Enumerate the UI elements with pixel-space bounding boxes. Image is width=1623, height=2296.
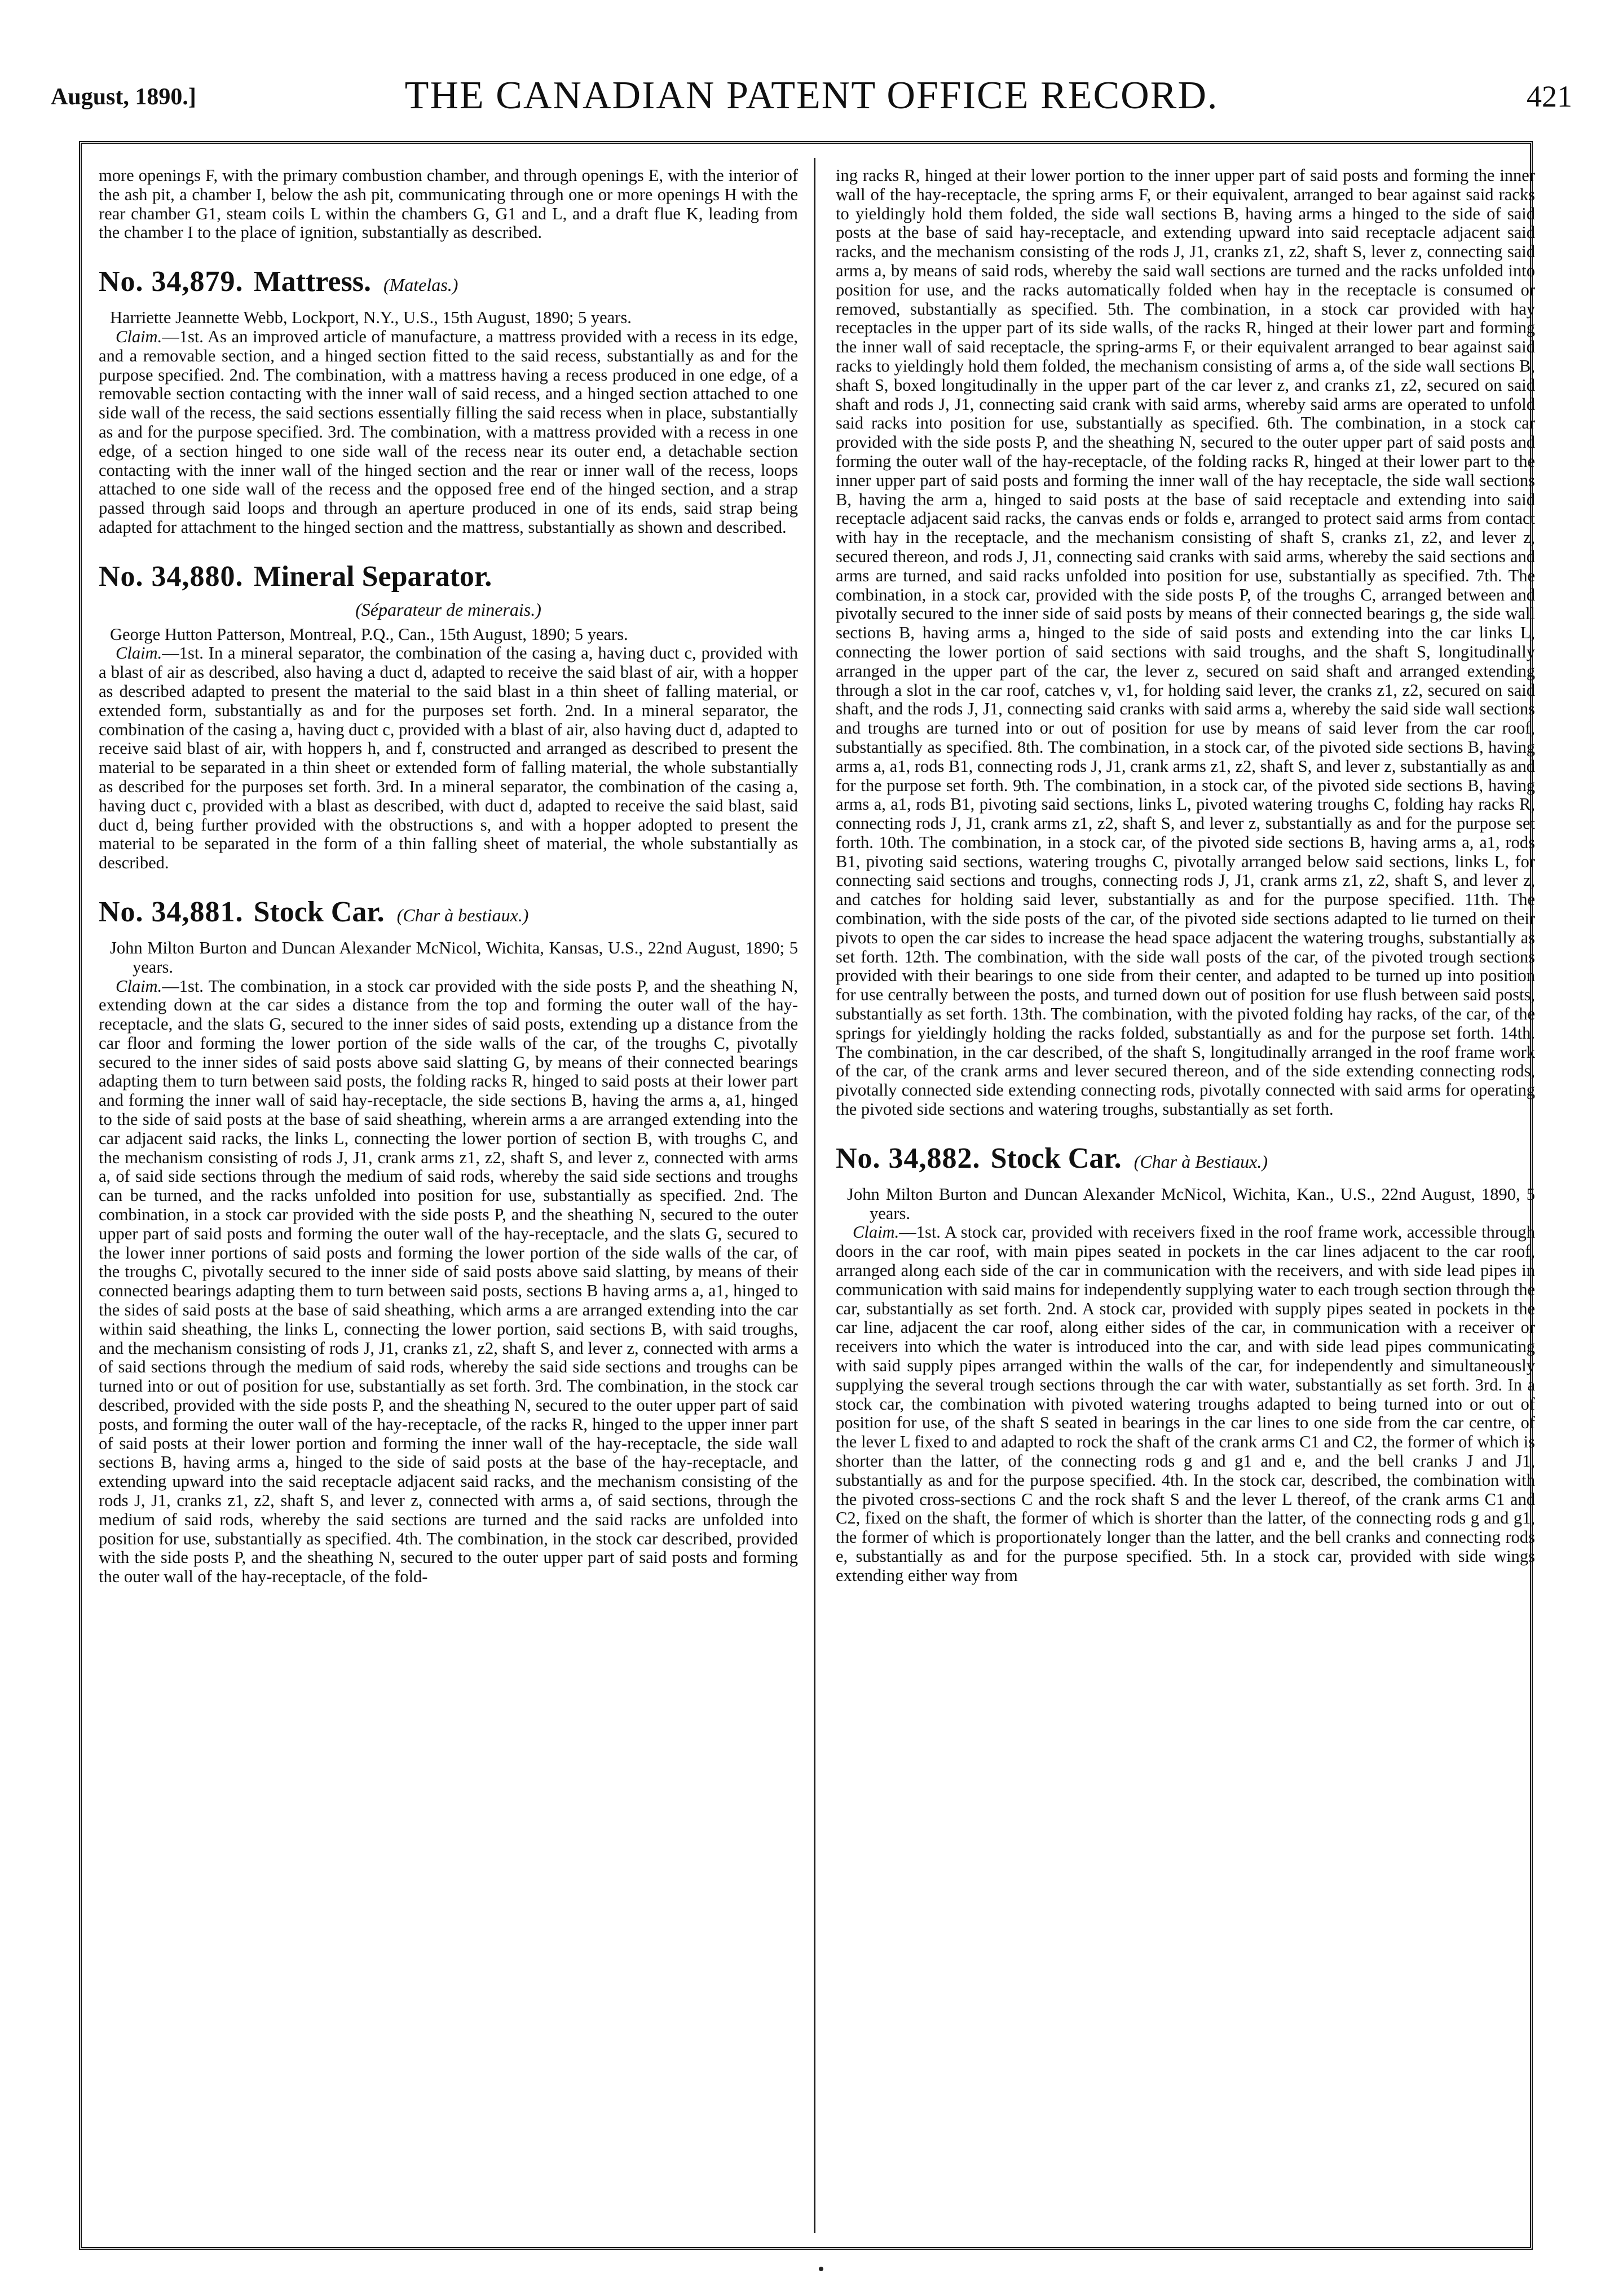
patent-entry	[99, 560, 798, 873]
issue-date: August, 1890.]	[51, 84, 196, 110]
patent-number: No. 34,879.	[99, 266, 244, 298]
patent-inventor: George Hutton Patterson, Montreal, P.Q., Can., 15th August, 1890; 5 years.	[110, 624, 628, 644]
patent-heading	[836, 1142, 1535, 1178]
continued-claim-text: more openings F, with the primary combustion chamber, and through openings E, with the interior of the ash pit, a chamber I, below the ash pit, communicating through one or more openings H with the rear chamber G1, steam coils L within the chambers G, G1 and L, and a draft flue K, leading from the chamber I to the place of ignition, substantially as described.	[99, 166, 798, 242]
claim-text: —1st. A stock car, provided with receivers fixed in the roof frame work, accessible through doors in the car roof, with main pipes seated in pockets in the car lines adjacent to the car roof, arranged along each side of the car in communication with the receivers, and with side lead pipes in communication with said mains for independently supplying water to each trough section through the car, substantially as set forth. 2nd. A stock car, provided with supply pipes seated in pockets in the car line, adjacent the car roof, along either sides of the car, in communication with a receiver or receivers into which the water is introduced into the car, and with side lead pipes communicating with said supply pipes arranged within the walls of the car, for independently and simultaneously supplying the several trough sections through the car with water, substantially as set forth. 3rd. In a stock car, the combination with pivoted watering troughs adapted to being turned into or out of position for use, of the shaft S seated in bearings in the car lines to one side from the car centre, of the lever L fixed to and adapted to rock the shaft of the crank arms C1 and C2, the former of which is shorter than the latter, of the connecting rods g and g1 and e, and the bell cranks J and J1, substantially as and for the purpose specified. 4th. In the stock car, described, the combination with the pivoted cross-sections C and the rock shaft S and the lever L thereof, of the crank arms C1 and C2, fixed on the shaft, the former of which is shorter than the latter, of the connecting rods g and g1, the former of which is proportionately longer than the latter, and the bell cranks and connecting rods e, substantially as and for the purpose specified. 5th. In a stock car, provided with side wings extending either way from	[836, 1222, 1535, 1585]
right-column	[836, 166, 1535, 2236]
patent-french-title: (Séparateur de minerais.)	[355, 599, 541, 620]
claim-text: —1st. The combination, in a stock car provided with the side posts P, and the sheathing N, extending down at the car sides a distance from the top and forming the outer wall of the hay-receptacle, and the slats G, secured to the inner sides of said posts, extending up a distance from the car floor and forming the lower portion of the side walls of the car, of the troughs C, pivotally secured to the inner sides of said posts above said slatting G, by means of their connected bearings adapting them to turn between said posts, the folding racks R, hinged to said posts at their lower part and forming the inner wall of said hay-receptacle, the side sections B, having the arms a, a1, hinged to the side of said posts at the base of said sheathing, wherein arms a are arranged extending into the car adjacent said racks, the links L, connecting the lower portion of section B, with troughs C, and the mechanism consisting of rods J, J1, crank arms z1, z2, shaft S, and lever z, connected with arms a, of said side sections through the medium of said rods, whereby the said side sections and troughs can be turned, and the racks unfolded into position for use, substantially as specified. 2nd. The combination, in a stock car provided with the side posts P, and the sheathing N, secured to the outer upper part of said posts and forming the outer wall of the hay-receptacle, and the slats G, secured to the lower inner portions of said posts and forming the lower portion of the side walls of the car, of the troughs C, pivotally secured to the inner side of said posts above said slatting, by means of their connected bearings adapting them to turn between said posts, sections B having arms a, a1, hinged to the sides of said posts at the base of said sheathing, which arms a are arranged extending into the car within said sheathing, the links L, connecting the lower portion, said sections B, with said troughs, and the mechanism consisting of rods J, J1, cranks z1, z2, shaft S, and lever z, connected with arms a of said sections through the medium of said rods, whereby the said side sections and troughs can be turned into or out of position for use, substantially as set forth. 3rd. The combination, in the stock car described, provided with the side posts P, and the sheathing N, secured to the outer upper part of said posts, and forming the outer wall of the hay-receptacle, of the racks R, hinged to the upper inner part of said posts at their lower portion and forming the inner wall of the hay-receptacle, the side wall sections B, having arms a, hinged to the side of said posts at the base of the hay-receptacle, and extending upward into the said receptacle adjacent said racks, and the mechanism consisting of the rods J, J1, cranks z1, z2, shaft S, and lever z, connected with arms a, of said sections, through the medium of said rods, whereby the said sections are turned and the said racks are unfolded into position for use, substantially as specified. 4th. The combination, in the stock car described, provided with the side posts P, and the sheathing N, secured to the outer upper part of said posts and forming the outer wall of the hay-receptacle, of the fold-	[99, 976, 798, 1587]
patent-french-title: (Char à Bestiaux.)	[1134, 1151, 1268, 1172]
claim-text: —1st. As an improved article of manufacture, a mattress provided with a recess in its edge, and a removable section, and a hinged section fitted to the said recess, substantially as and for the purpose specified. 2nd. The combination, with a mattress having a recess produced in one edge, of a removable section contacting with the inner wall of said recess, and a hinged section attached to one side wall of the recess, the said sections essentially filling the said recess when in place, substantially as and for the purpose specified. 3rd. The combination, with a mattress provided with a recess in one edge, of a section hinged to one side wall of the recess near its outer end, a detachable section contacting with the inner wall of the hinged section and the rear or inner wall of the recess, loops attached to one side wall of the recess and the opposed free end of the hinged section, and a strap passed through said loops and through an aperture produced in one of its ends, said strap being adapted for attachment to the hinged section and the mattress, substantially as shown and described.	[99, 326, 798, 537]
patent-claim	[836, 1223, 1535, 1585]
patent-claim	[99, 328, 798, 537]
patent-heading	[99, 265, 798, 302]
patent-entry	[99, 895, 798, 1587]
page-header	[51, 73, 1572, 135]
patent-number: No. 34,882.	[836, 1142, 981, 1175]
claim-label: Claim.	[116, 326, 162, 346]
patent-entry	[99, 265, 798, 537]
patent-inventor: John Milton Burton and Duncan Alexander McNicol, Wichita, Kansas, U.S., 22nd August, 1890; 5 years.	[110, 938, 798, 977]
claim-text: —1st. In a mineral separator, the combination of the casing a, having duct c, provided with a blast of air as described, also having a duct d, adapted to receive the said blast of air, with a hopper as described adapted to present the material to the said blast in a thin sheet of falling material, or extended form, substantially as and for the purposes set forth. 2nd. In a mineral separator, the combination of the casing a, having duct c, provided with a blast of air, also having duct d, adapted to receive said blast of air, with hoppers h, and f, constructed and arranged as described to present the material to be separated in a thin sheet or extended form of falling material, the whole substantially as described for the purposes set forth. 3rd. In a mineral separator, the combination of the casing a, having duct c, provided with a blast as described, with duct d, adapted to receive the said blast, said duct d, being further provided with the obstructions s, and with a hopper adopted to present the material to be separated in the form of a thin falling sheet of material, the whole substantially as described.	[99, 643, 798, 873]
patent-inventor: Harriette Jeannette Webb, Lockport, N.Y., U.S., 15th August, 1890; 5 years.	[110, 308, 632, 328]
patent-heading	[99, 560, 798, 594]
claim-label: Claim.	[116, 976, 162, 996]
patent-title: Mattress.	[253, 266, 371, 298]
bullet-mark	[819, 2267, 823, 2271]
continued-claim-text: ing racks R, hinged at their lower portion to the inner upper part of said posts and forming the inner wall of the hay-receptacle, the spring arms F, or their equivalent, arranged to bear against said racks to yieldingly hold them folded, the side wall sections B, having arms a hinged to the side of said posts at the base of said hay-receptacle, and extending upward into said receptacle adjacent said racks, and the mechanism consisting of the rods J, J1, cranks z1, z2, shaft S, lever z, connecting said arms a, by means of said rods, whereby the said wall sections are turned and the racks unfolded into position for use, and the racks automatically folded when hay in the receptacle is consumed or removed, substantially as specified. 5th. The combination, in a stock car provided with hay receptacles in the upper part of its side walls, of the racks R, hinged at their lower part and forming the inner wall of said receptacle, the spring-arms F, or their equivalent arranged to bear against said racks to yieldingly hold them folded, the mechanism consisting of arms a, of the side wall sections B, shaft S, boxed longitudinally in the upper part of the car lever z, and cranks z1, z2, secured on said shaft and rods J, J1, connecting said crank with said arms, whereby said arms are operated to unfold said racks into position for use, substantially as specified. 6th. The combination, in a stock car provided with the side posts P, and the sheathing N, secured to the outer upper part of said posts and forming the outer wall of the hay-receptacle, of the folding racks R, hinged at their lower part to the inner upper part of said posts and forming the inner wall of the hay receptacle, the side wall sections B, having the arm a, hinged to said posts at the base of said receptacle and extending into said receptacle adjacent said racks, the canvas ends or folds e, arranged to protect said arms from contact with hay in the receptacle, and the mechanism consisting of shaft S, cranks z1, z2, and lever z, secured thereon, and rods J, J1, connecting said cranks with said arms, whereby the said sections and arms are turned, and said racks unfolded into position for use, substantially as specified. 7th. The combination, in a stock car, provided with the side posts P, of the troughs C, arranged between and pivotally secured to the inner side of said posts by means of their connected bearings g, the side wall sections B, having arms a, hinged to the side of said posts and extending into the car links L, connecting the lower portion of said sections with said troughs, and the shaft S, longitudinally arranged in the upper part of the car, the lever z, secured on said shaft and arranged extending through a slot in the car roof, catches v, v1, for holding said lever, the cranks z1, z2, secured on said shaft, and the rods J, J1, connecting said cranks with said arms a, whereby the said side wall sections and troughs are turned into or out of position for use by means of said lever from the car roof, substantially as specified. 8th. The combination, in a stock car, of the pivoted side sections B, having arms a, a1, rods B1, connecting rods J, J1, crank arms z1, z2, shaft S, and lever z, substantially as and for the purpose set forth. 9th. The combination, in a stock car, of the pivoted side sections B, having arms a, a1, rods B1, pivoting said sections, links L, pivoted watering troughs C, folding hay racks R, connecting rods J, J1, crank arms z1, z2, shaft S, and lever z, substantially as and for the purpose set forth. 10th. The combination, in a stock car, of the pivoted side sections B, having arms a, a1, rods B1, pivoting said sections, watering troughs C, pivotally arranged below said sections, links L, for connecting said sections and troughs, connecting rods J, J1, crank arms z1, z2, shaft S, and lever z, and catches for holding said lever, substantially as and for the purpose specified. 11th. The combination, with the side posts of the car, of the pivoted side sections adapted to lie turned on their pivots to open the car sides to increase the head space adjacent the watering troughs, substantially as set forth. 12th. The combination, with the side wall posts of the car, of the pivoted trough sections provided with their bearings to one side from their center, and adapted to be turned up into position for use centrally between the posts, and turned down out of position for use flush between said posts, substantially as set forth. 13th. The combination, with the pivoted folding hay racks, of the car, of the springs for yieldingly holding the racks folded, substantially as and for the purpose set forth. 14th. The combination, in the car described, of the shaft S, longitudinally arranged in the roof frame work of the car, of the crank arms and lever secured thereon, and of the side extending connecting rods, pivotally connected side extending connecting rods, pivotally connected with said arms for operating the pivoted side sections and watering troughs, substantially as set forth.	[836, 166, 1535, 1119]
patent-inventor: John Milton Burton and Duncan Alexander McNicol, Wichita, Kan., U.S., 22nd August, 1890, 5 years.	[847, 1184, 1535, 1223]
patent-french-title: (Matelas.)	[383, 275, 458, 295]
patent-claim	[99, 977, 798, 1587]
patent-number: No. 34,880.	[99, 560, 244, 593]
patent-entry	[836, 1142, 1535, 1586]
patent-heading	[99, 895, 798, 932]
publication-title: THE CANADIAN PATENT OFFICE RECORD.	[404, 74, 1219, 117]
patent-title: Stock Car.	[990, 1142, 1122, 1175]
left-column	[99, 166, 798, 2236]
patent-number: No. 34,881.	[99, 895, 244, 928]
claim-label: Claim.	[116, 643, 162, 663]
patent-title: Stock Car.	[253, 895, 385, 928]
patent-title: Mineral Separator.	[253, 560, 492, 593]
patent-french-title: (Char à bestiaux.)	[396, 904, 529, 925]
page-number: 421	[1527, 80, 1572, 113]
patent-claim	[99, 644, 798, 873]
claim-label: Claim.	[853, 1222, 899, 1242]
column-divider	[814, 158, 815, 2233]
